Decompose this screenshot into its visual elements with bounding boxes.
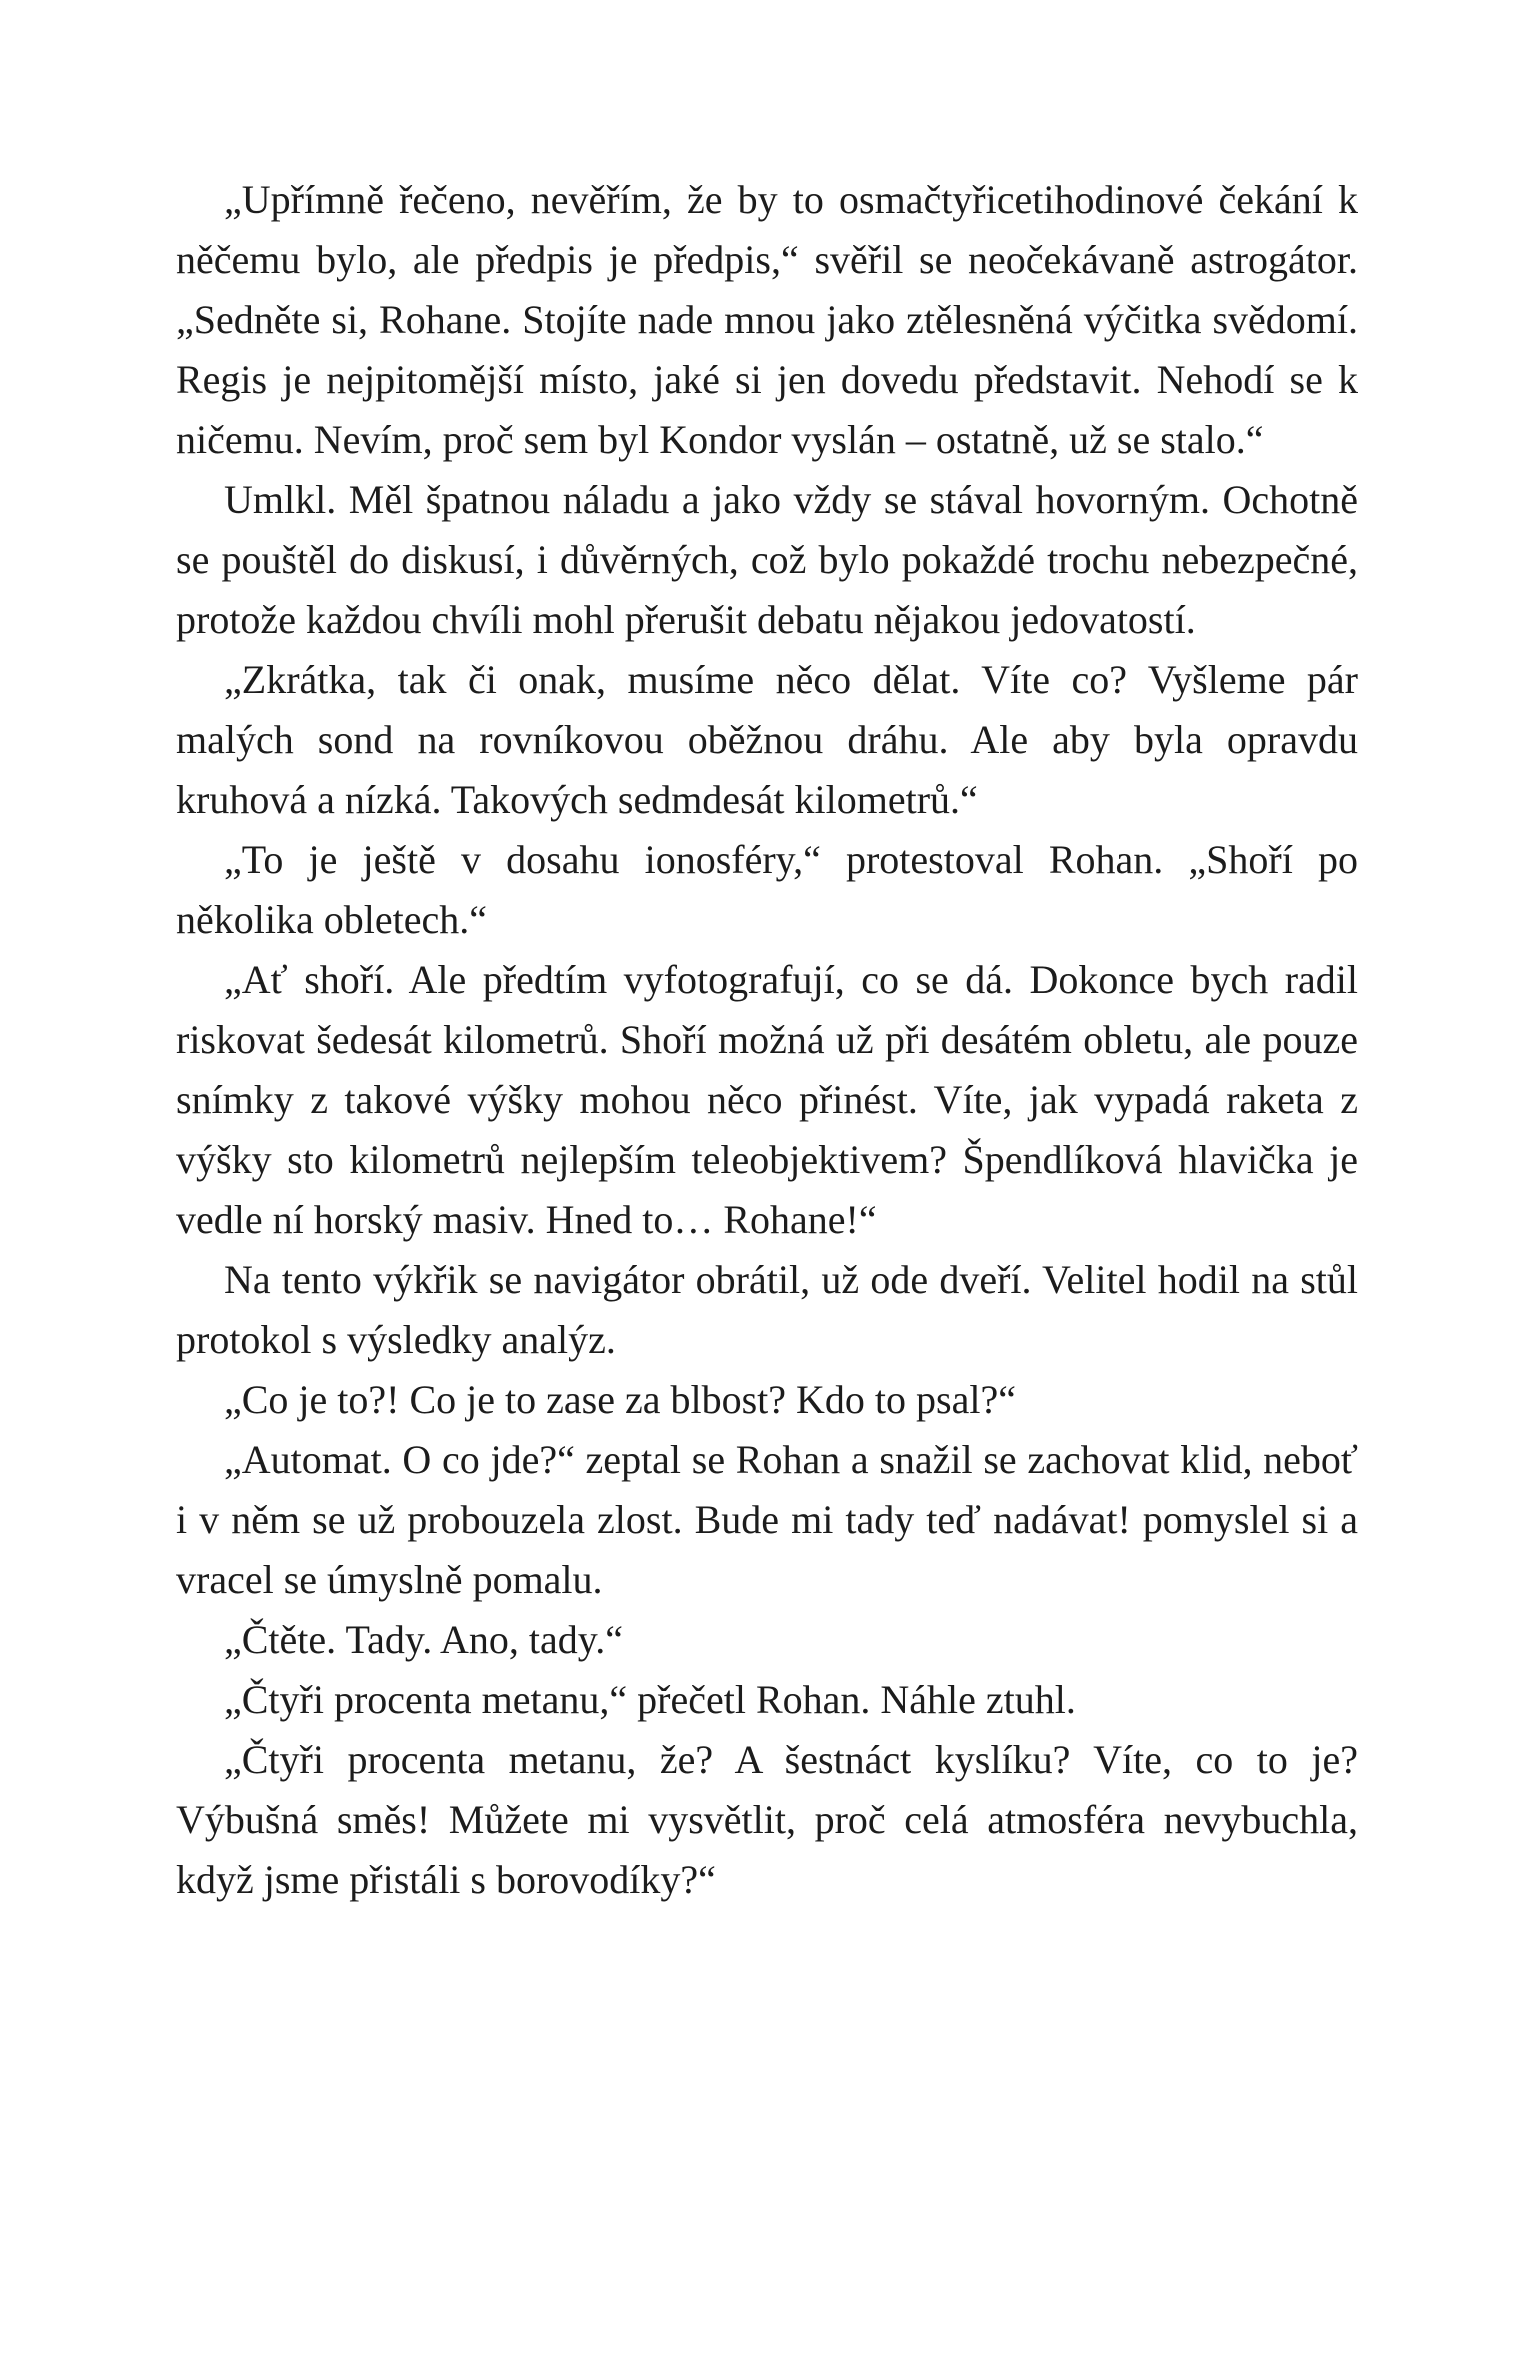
paragraph: „Co je to?! Co je to zase za blbost? Kdo to psal?“ — [224, 1377, 1016, 1422]
paragraph: „Zkrátka, tak či onak, musíme něco dělat. Víte co? Vyšleme pár malých sond na rovníkovou oběžnou dráhu. Ale aby byla opravdu kruhová a nízká. Takových sedmdesát kilometrů.“ — [176, 657, 1358, 822]
paragraph: „Automat. O co jde?“ zeptal se Rohan a snažil se zachovat klid, neboť i v něm se už probouzela zlost. Bude mi tady teď nadávat! pomyslel si a vracel se úmyslně pomalu. — [176, 1437, 1358, 1602]
paragraph: Na tento výkřik se navigátor obrátil, už ode dveří. Velitel hodil na stůl protokol s výsledky analýz. — [176, 1257, 1358, 1362]
paragraph: „Čtěte. Tady. Ano, tady.“ — [224, 1617, 623, 1662]
paragraph: „Upřímně řečeno, nevěřím, že by to osmačtyřicetihodinové čekání k něčemu bylo, ale předpis je předpis,“ svěřil se neočekávaně astrogátor. „Sedněte si, Rohane. Stojíte nade mnou jako ztělesněná výčitka svědomí. Regis je nejpitomější místo, jaké si jen dovedu představit. Nehodí se k ničemu. Nevím, proč sem byl Kondor vyslán – ostatně, už se stalo.“ — [176, 177, 1358, 462]
paragraph: „To je ještě v dosahu ionosféry,“ protestoval Rohan. „Shoří po několika obletech.“ — [176, 837, 1358, 942]
paragraph: Umlkl. Měl špatnou náladu a jako vždy se stával hovorným. Ochotně se pouštěl do diskusí, i důvěrných, což bylo pokaždé trochu nebezpečné, protože každou chvíli mohl přerušit debatu nějakou jedovatostí. — [176, 477, 1358, 642]
paragraph: „Čtyři procenta metanu, že? A šestnáct kyslíku? Víte, co to je? Výbušná směs! Můžete mi vysvětlit, proč celá atmosféra nevybuchla, když jsme přistáli s borovodíky?“ — [176, 1737, 1358, 1902]
page-text — [176, 170, 1358, 1910]
paragraph: „Ať shoří. Ale předtím vyfotografují, co se dá. Dokonce bych radil riskovat šedesát kilometrů. Shoří možná už při desátém obletu, ale pouze snímky z takové výšky mohou něco přinést. Víte, jak vypadá raketa z výšky sto kilometrů nejlepším teleobjektivem? Špendlíková hlavička je vedle ní horský masiv. Hned to… Rohane!“ — [176, 957, 1358, 1242]
paragraph: „Čtyři procenta metanu,“ přečetl Rohan. Náhle ztuhl. — [224, 1677, 1076, 1722]
